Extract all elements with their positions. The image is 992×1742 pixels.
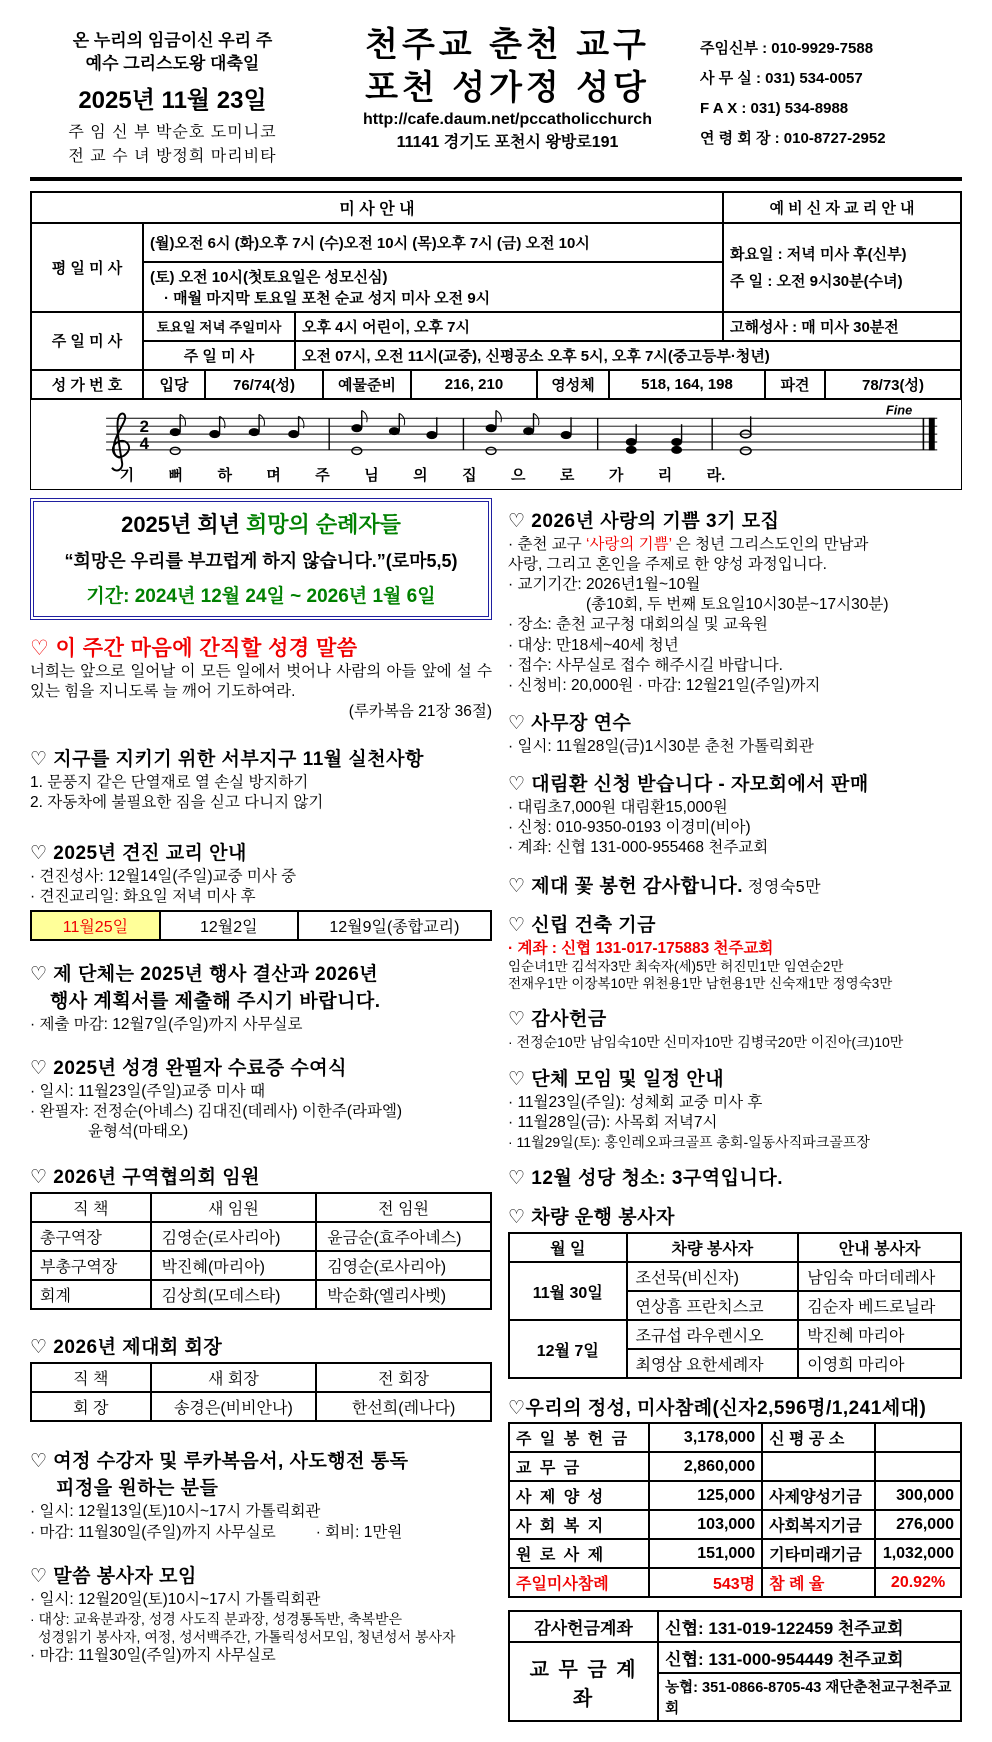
vehicle-guide: 남임숙 마더데레사 — [798, 1262, 961, 1291]
council-role: 총구역장 — [31, 1222, 151, 1251]
earth-item-1: 1. 문풍지 같은 단열재로 열 손실 방지하기 — [30, 774, 309, 792]
council-header-former: 전 임원 — [316, 1193, 491, 1222]
offering-label: 사제양성기금 — [762, 1481, 875, 1510]
lovejoy-intro-post: 은 청년 그리스도인의 만남과 — [671, 535, 869, 553]
bible-heading: ♡ 2025년 성경 완필자 수료증 수여식 — [30, 1058, 347, 1079]
groups-bullet-3: · 11월29일(토): 홍인레오파크골프 총회-일동사직파크골프장 — [508, 1133, 870, 1150]
confirmation-date-1: 11월25일 — [31, 911, 160, 940]
offering-amount: 276,000 — [875, 1510, 961, 1539]
offering-amount: 103,000 — [649, 1510, 762, 1539]
journey-heading-1: ♡ 여정 수강자 및 루카복음서, 사도행전 통독 — [30, 1451, 409, 1473]
lovejoy-bullet-2: · 장소: 춘천 교구청 대회의실 및 교육원 — [508, 616, 768, 634]
table-row — [509, 1262, 961, 1291]
journey-bullet-line-2 — [30, 1523, 492, 1543]
lovejoy-bullet-1b: (총10회, 두 번째 토요일10시30분~17시30분) — [586, 596, 889, 614]
table-row — [31, 1392, 491, 1421]
council-former: 박순화(엘리사벳) — [316, 1280, 491, 1309]
altar-new: 송경은(비비안나) — [151, 1392, 317, 1421]
offering-amount: 1,032,000 — [875, 1539, 961, 1568]
vehicle-header-driver: 차량 봉사자 — [627, 1233, 799, 1262]
bulletin-date: 2025년 11월 23일 — [78, 86, 267, 114]
journey-heading-2: 피정을 원하는 분들 — [56, 1478, 219, 1500]
header-title-block — [315, 24, 700, 152]
word-heading: ♡ 말씀 봉사자 모임 — [30, 1565, 197, 1587]
contact-pastor-phone: 주임신부 : 010-9929-7588 — [700, 40, 874, 57]
fund-heading: ♡ 신립 건축 기금 — [508, 914, 656, 936]
table-row — [509, 1611, 961, 1642]
hymn-offertory-label: 예물준비 — [323, 370, 411, 399]
council-new: 박진혜(마리아) — [151, 1251, 317, 1280]
advent-bullet-3: · 계좌: 신협 131-000-955468 천주교회 — [508, 839, 769, 857]
confirmation-heading: ♡ 2025년 견진 교리 안내 — [30, 842, 247, 864]
jubilee-box — [30, 498, 492, 620]
lyric-syllable: 집 — [462, 466, 477, 484]
sunday-mass-sublabel: 주 일 미 사 — [143, 341, 295, 370]
hymn-label: 성 가 번 호 — [31, 370, 143, 399]
scripture-body: 너희는 앞으로 일어날 이 모든 일에서 벗어나 사람의 아들 앞에 설 수 있는 힘을 지니도록 늘 깨어 기도하여라. — [30, 662, 492, 701]
contact-fax: F A X : 031) 534-8988 — [700, 100, 849, 117]
confession-time: 고해성사 : 매 미사 30분전 — [723, 312, 961, 341]
hymn-offertory-numbers: 216, 210 — [411, 370, 537, 399]
lyrics-line — [120, 464, 726, 487]
sunday-mass-label: 주 일 미 사 — [31, 312, 143, 370]
bible-bullet-3: 윤형석(마태오) — [88, 1123, 189, 1141]
jubilee-quote: “희망은 우리를 부끄럽게 하지 않습니다.”(로마5,5) — [64, 550, 458, 571]
hymn-table — [30, 369, 962, 400]
hymn-communion-label: 영성체 — [537, 370, 609, 399]
groups-bullet-1: · 11월23일(주일): 성체회 교중 미사 후 — [508, 1093, 763, 1111]
lyric-syllable: 로 — [559, 466, 575, 484]
offering-label — [762, 1452, 875, 1481]
notes — [170, 410, 934, 454]
contact-funeral-chair-phone: 연 령 회 장 : 010-8727-2952 — [700, 130, 886, 147]
saturday-vigil-label: 토요일 저녁 주일미사 — [143, 312, 295, 341]
altar-heading: ♡ 2026년 제대회 회장 — [30, 1337, 223, 1359]
table-row — [31, 1280, 491, 1309]
fund-account: · 계좌 : 신협 131-017-175883 천주교회 — [508, 939, 774, 957]
council-header-role: 직 책 — [31, 1193, 151, 1222]
submit-heading-2: 행사 계획서를 제출해 주시기 바랍니다. — [50, 990, 381, 1012]
catechumen-sunday: 주 일 : 오전 9시30분(수녀) — [730, 273, 903, 291]
table-row — [509, 1539, 961, 1568]
office-bullet: · 일시: 11월28일(금)1시30분 춘천 가톨릭회관 — [508, 738, 814, 755]
lovejoy-bullet-4: · 접수: 사무실로 접수 해주시길 바랍니다. — [508, 656, 783, 674]
hymn-entrance-label: 입당 — [143, 370, 205, 399]
header — [30, 24, 962, 181]
header-feast-block — [30, 24, 315, 169]
lyric-syllable: 님 — [364, 466, 379, 484]
tithe-account-value-2: 농협: 351-0866-8705-43 재단춘천교구천주교회 — [658, 1673, 961, 1721]
time-signature-bottom: 4 — [139, 433, 149, 453]
scripture-heading: ♡ 이 주간 마음에 간직할 성경 말씀 — [30, 636, 358, 660]
catechumen-guide-title: 예 비 신 자 교 리 안 내 — [723, 192, 961, 223]
hymn-dismissal-label: 파견 — [765, 370, 825, 399]
office-heading: ♡ 사무장 연수 — [508, 713, 632, 734]
lyric-syllable: 뻐 — [168, 466, 184, 484]
lyric-syllable: 의 — [413, 466, 428, 484]
offering-amount — [875, 1452, 961, 1481]
offering-label: 원 로 사 제 — [509, 1539, 649, 1568]
lyric-syllable: 리 — [657, 466, 673, 484]
altar-role: 회 장 — [31, 1392, 151, 1421]
advent-heading: ♡ 대림환 신청 받습니다 - 자모회에서 판매 — [508, 774, 869, 796]
journey-deadline: · 마감: 11월30일(주일)까지 사무실로 — [30, 1523, 276, 1541]
groups-heading: ♡ 단체 모임 및 일정 안내 — [508, 1068, 725, 1090]
accounts-table — [508, 1610, 962, 1722]
offering-label: 사 회 복 지 — [509, 1510, 649, 1539]
jubilee-title-green: 희망의 순례자들 — [246, 511, 401, 537]
catechumen-tuesday: 화요일 : 저녁 미사 후(신부) — [730, 246, 907, 264]
lyric-syllable: 라. — [706, 466, 726, 484]
mass-table-sunday — [30, 311, 962, 371]
hymn-communion-numbers: 518, 164, 198 — [609, 370, 765, 399]
flowers-donor: 정영숙5만 — [742, 878, 822, 896]
offering-label: 신 평 공 소 — [762, 1423, 875, 1452]
lyric-syllable: 하 — [217, 466, 232, 484]
church-address: 11141 경기도 포천시 왕방로191 — [396, 134, 619, 151]
bible-bullet-1: · 일시: 11월23일(주일)교중 미사 때 — [30, 1083, 266, 1100]
altar-header-new: 새 회장 — [151, 1363, 317, 1392]
hymn-entrance-numbers: 76/74(성) — [205, 370, 323, 399]
vehicle-guide: 박진혜 마리아 — [798, 1320, 961, 1349]
lovejoy-intro-pre: · 춘천 교구 — [508, 535, 586, 553]
earth-item-2: 2. 자동차에 불필요한 짐을 싣고 다니지 않기 — [30, 794, 324, 812]
thanks-line: · 전정순10만 남임숙10만 신미자10만 김병국20만 이진아(크)10만 — [508, 1034, 904, 1051]
submit-heading-1: ♡ 제 단체는 2025년 행사 결산과 2026년 — [30, 963, 379, 985]
right-column — [508, 498, 962, 1722]
contact-office-phone: 사 무 실 : 031) 534-0057 — [700, 70, 863, 87]
treble-clef-icon — [112, 413, 129, 470]
council-new: 김영순(로사리아) — [151, 1222, 317, 1251]
table-row — [509, 1510, 961, 1539]
table-row — [509, 1423, 961, 1452]
offering-table — [508, 1422, 962, 1598]
thanks-account-value: 신협: 131-019-122459 천주교회 — [658, 1611, 961, 1642]
tithe-account-label: 교 무 금 계 좌 — [509, 1642, 658, 1721]
table-row — [509, 1642, 961, 1673]
lyric-syllable: 으 — [510, 466, 526, 484]
pastor-name: 주 임 신 부 박순호 도미니코 — [68, 123, 277, 141]
confirmation-bullet-1: · 견진성사: 12월14일(주일)교중 미사 중 — [30, 867, 297, 885]
hymn-dismissal-numbers: 78/73(성) — [825, 370, 961, 399]
offering-label: 주일미사참례 — [509, 1568, 649, 1597]
offering-amount: 300,000 — [875, 1481, 961, 1510]
vehicle-header-date: 월 일 — [509, 1233, 627, 1262]
lyric-syllable: 기 — [119, 466, 135, 484]
feast-line-1: 온 누리의 임금이신 우리 주 — [72, 31, 273, 50]
council-role: 회계 — [31, 1280, 151, 1309]
lyric-syllable: 주 — [315, 466, 330, 484]
lovejoy-heading: ♡ 2026년 사랑의 기쁨 3기 모집 — [508, 510, 780, 532]
thanks-heading: ♡ 감사헌금 — [508, 1009, 607, 1031]
sunday-mass-times: 오전 07시, 오전 11시(교중), 신평공소 오후 5시, 오후 7시(중고등부·청년) — [295, 341, 961, 370]
council-heading: ♡ 2026년 구역협의회 임원 — [30, 1167, 260, 1189]
offering-label: 참 례 율 — [762, 1568, 875, 1597]
groups-bullet-2: · 11월28일(금): 사목회 저녁7시 — [508, 1113, 718, 1131]
feast-line-2: 예수 그리스도왕 대축일 — [85, 53, 260, 73]
vehicle-driver: 최영삼 요한세례자 — [627, 1349, 799, 1378]
table-row — [509, 1320, 961, 1349]
offering-amount: 151,000 — [649, 1539, 762, 1568]
fine-marking: Fine — [885, 402, 913, 418]
diocese-title: 천주교 춘천 교구 — [365, 26, 650, 64]
flowers-heading-bold: ♡ 제대 꽃 봉헌 감사합니다. — [508, 875, 743, 897]
table-row — [31, 1251, 491, 1280]
lovejoy-bullet-5: · 신청비: 20,000원 · 마감: 12월21일(주일)까지 — [508, 676, 821, 694]
table-row — [509, 1452, 961, 1481]
jubilee-title — [42, 508, 480, 539]
vehicle-date-1: 11월 30일 — [509, 1262, 627, 1320]
lyric-syllable: 며 — [266, 466, 281, 484]
fund-donors-1: 임순녀1만 김석자3만 최숙자(세)5만 허진민1만 임연순2만 — [508, 958, 844, 974]
word-bullet-1: · 일시: 12월20일(토)10시~17시 가톨릭회관 — [30, 1590, 321, 1608]
saturday-mass-line1: (토) 오전 10시(첫토요일은 성모신심) — [150, 268, 388, 286]
confirmation-date-2: 12월2일 — [160, 911, 298, 940]
saturday-mass-line2: · 매월 마지막 토요일 포천 순교 성지 미사 오전 9시 — [164, 289, 491, 307]
offering-label: 사 제 양 성 — [509, 1481, 649, 1510]
journey-bullet-1: · 일시: 12월13일(토)10시~17시 가톨릭회관 — [30, 1503, 321, 1521]
altar-header-former: 전 회장 — [316, 1363, 491, 1392]
scripture-reference: (루카복음 21장 36절) — [348, 703, 492, 721]
mass-guide-title: 미 사 안 내 — [31, 192, 723, 223]
church-url[interactable]: http://cafe.daum.net/pccatholicchurch — [363, 111, 652, 128]
word-bullet-3: 성경읽기 봉사자, 여정, 성서백주간, 가톨릭성서모임, 청년성서 봉사자 — [38, 1629, 456, 1646]
council-header-new: 새 임원 — [151, 1193, 317, 1222]
altar-table — [30, 1362, 492, 1422]
vehicle-date-2: 12월 7일 — [509, 1320, 627, 1378]
lovejoy-intro-red: ‘사랑의 기쁨’ — [585, 535, 672, 553]
journey-fee: · 회비: 1만원 — [315, 1523, 403, 1541]
flowers-heading — [508, 871, 962, 898]
mass-schedule — [30, 191, 962, 490]
music-staff-box — [30, 400, 962, 490]
table-row — [509, 1568, 961, 1597]
offering-label: 사회복지기금 — [762, 1510, 875, 1539]
council-former: 김영순(로사리아) — [316, 1251, 491, 1280]
submit-bullet: · 제출 마감: 12월7일(주일)까지 사무실로 — [30, 1015, 303, 1033]
jubilee-title-black: 2025년 희년 — [121, 511, 247, 537]
bible-bullet-2: · 완필자: 전정순(아녜스) 김대진(데레사) 이한주(라파엘) — [30, 1103, 403, 1121]
weekday-mass-times: (월)오전 6시 (화)오후 7시 (수)오전 10시 (목)오후 7시 (금) 오전 10시 — [143, 223, 723, 262]
tithe-account-value-1: 신협: 131-000-954449 천주교회 — [658, 1642, 961, 1673]
council-former: 윤금순(효주아녜스) — [316, 1222, 491, 1251]
mass-table-top — [30, 191, 962, 313]
left-column — [30, 498, 492, 1722]
offering-rate: 20.92% — [875, 1568, 961, 1597]
word-bullet-4: · 마감: 11월30일(주일)까지 사무실로 — [30, 1647, 276, 1665]
table-row — [509, 1481, 961, 1510]
advent-bullet-1: · 대림초7,000원 대림환15,000원 — [508, 799, 728, 817]
offering-amount: 543명 — [649, 1568, 762, 1597]
vehicle-driver: 조선묵(비신자) — [627, 1262, 799, 1291]
offering-amount: 125,000 — [649, 1481, 762, 1510]
vehicle-heading: ♡ 차량 운행 봉사자 — [508, 1207, 675, 1229]
church-title: 포천 성가정 성당 — [365, 68, 650, 107]
confirmation-date-3: 12월9일(종합교리) — [298, 911, 491, 940]
confirmation-bullet-2: · 견진교리일: 화요일 저녁 미사 후 — [30, 887, 256, 905]
vehicle-table — [508, 1232, 962, 1379]
offering-amount: 3,178,000 — [649, 1423, 762, 1452]
confirmation-dates-table — [30, 910, 492, 941]
council-new: 김상희(모데스타) — [151, 1280, 317, 1309]
catechumen-times — [723, 223, 961, 312]
earth-heading: ♡ 지구를 지키기 위한 서부지구 11월 실천사항 — [30, 749, 424, 771]
lovejoy-bullet-1: · 교기기간: 2026년1월~10월 — [508, 576, 701, 594]
lovejoy-bullet-3: · 대상: 만18세~40세 청년 — [508, 636, 679, 654]
offering-amount — [875, 1423, 961, 1452]
vehicle-driver: 연상흠 프란치스코 — [627, 1291, 799, 1320]
word-bullet-2: · 대상: 교육분과장, 성경 사도직 분과장, 성경통독반, 축복받은 — [30, 1610, 403, 1627]
fund-donors-2: 전재우1만 이장복10만 위천용1만 남헌용1만 신숙재1만 정영숙3만 — [508, 975, 893, 991]
vehicle-header-guide: 안내 봉사자 — [798, 1233, 961, 1262]
sister-name: 전 교 수 녀 방정희 마리비타 — [68, 147, 277, 165]
thanks-account-label: 감사헌금계좌 — [509, 1611, 658, 1642]
jubilee-period: 기간: 2024년 12월 24일 ~ 2026년 1월 6일 — [86, 585, 436, 607]
table-row — [31, 1222, 491, 1251]
vehicle-guide: 김순자 베드로닐라 — [798, 1291, 961, 1320]
lovejoy-intro — [508, 535, 962, 555]
offering-label: 교 무 금 — [509, 1452, 649, 1481]
cleaning-heading: ♡ 12월 성당 청소: 3구역입니다. — [508, 1168, 783, 1190]
advent-bullet-2: · 신청: 010-9350-0193 이경미(비아) — [508, 819, 751, 837]
offering-label: 기타미래기금 — [762, 1539, 875, 1568]
saturday-mass-times — [143, 262, 723, 312]
offering-label: 주 일 봉 헌 금 — [509, 1423, 649, 1452]
time-signature-top: 2 — [139, 416, 149, 436]
saturday-vigil-times: 오후 4시 어린이, 오후 7시 — [295, 312, 723, 341]
lovejoy-intro-2: 사랑, 그리고 혼인을 주제로 한 양성 과정입니다. — [508, 556, 827, 574]
header-contact-block — [700, 24, 962, 154]
altar-header-role: 직 책 — [31, 1363, 151, 1392]
lyric-syllable: 가 — [608, 466, 624, 484]
altar-former: 한선희(레나다) — [316, 1392, 491, 1421]
vehicle-guide: 이영희 마리아 — [798, 1349, 961, 1378]
offering-amount: 2,860,000 — [649, 1452, 762, 1481]
offering-heading: ♡우리의 정성, 미사참례(신자2,596명/1,241세대) — [508, 1398, 927, 1420]
council-role: 부총구역장 — [31, 1251, 151, 1280]
weekday-mass-label: 평 일 미 사 — [31, 223, 143, 312]
council-table — [30, 1192, 492, 1310]
vehicle-driver: 조규섭 라우렌시오 — [627, 1320, 799, 1349]
